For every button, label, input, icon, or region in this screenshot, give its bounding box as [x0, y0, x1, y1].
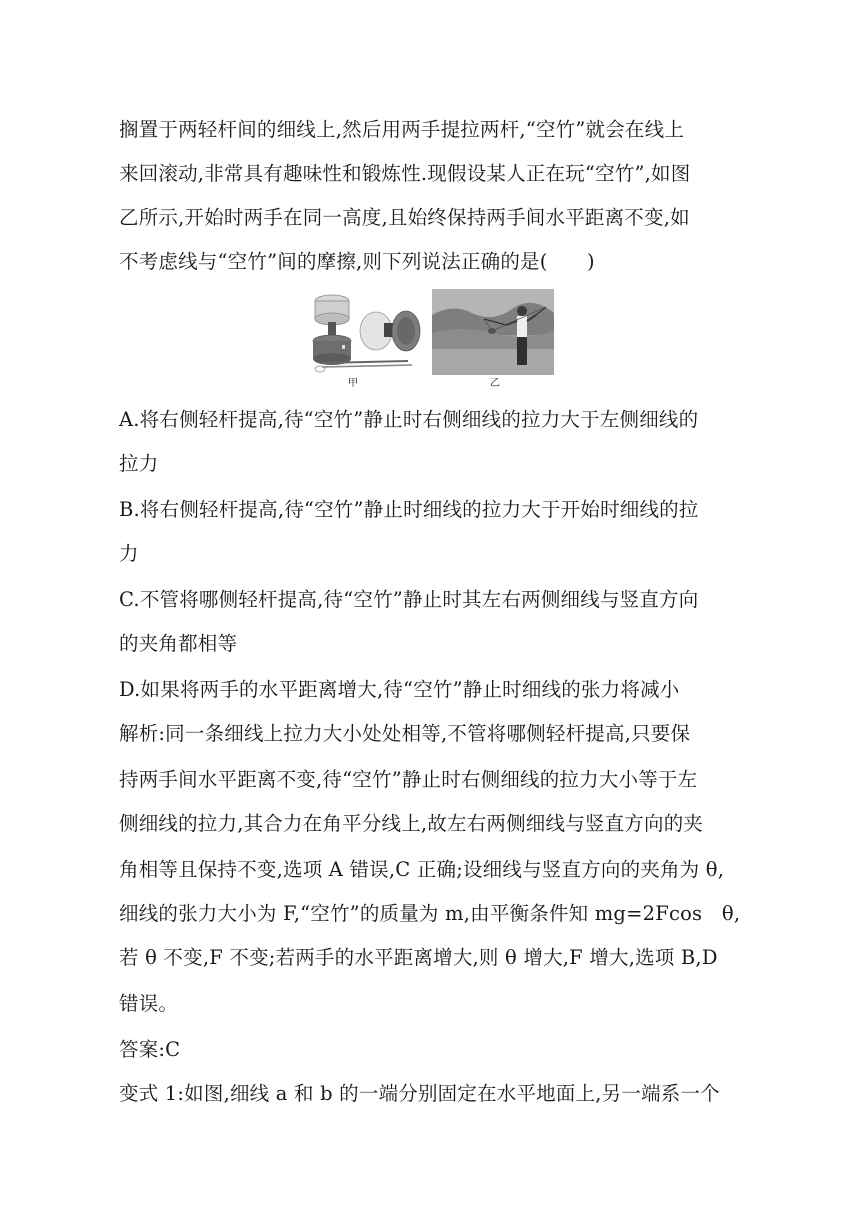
option-c-continued: 的夹角都相等	[119, 632, 238, 655]
option-c: C.不管将哪侧轻杆提高,待“空竹”静止时其左右两侧细线与竖直方向	[119, 588, 699, 611]
analysis-text: 角相等且保持不变,选项 A 错误,C 正确;设细线与竖直方向的夹角为 θ,	[119, 858, 725, 881]
analysis-text: 持两手间水平距离不变,待“空竹”静止时右侧细线的拉力大小等于左	[119, 768, 698, 791]
analysis-text: 错误。	[119, 992, 179, 1015]
text-line: 不考虑线与“空竹”间的摩擦,则下列说法正确的是( )	[119, 250, 595, 273]
option-a: A.将右侧轻杆提高,待“空竹”静止时右侧细线的拉力大于左侧细线的	[119, 408, 699, 431]
text-line: 来回滚动,非常具有趣味性和锻炼性.现假设某人正在玩“空竹”,如图	[119, 162, 691, 185]
diabolo-toy-image	[308, 289, 424, 375]
answer-line: 答案:C	[119, 1038, 181, 1061]
figure	[308, 289, 554, 389]
option-d: D.如果将两手的水平距离增大,待“空竹”静止时细线的张力将减小	[119, 678, 680, 701]
option-b: B.将右侧轻杆提高,待“空竹”静止时细线的拉力大于开始时细线的拉	[119, 498, 699, 521]
analysis-text: 侧细线的拉力,其合力在角平分线上,故左右两侧细线与竖直方向的夹	[119, 812, 704, 835]
option-b-continued: 力	[119, 542, 139, 565]
figure-caption-jia: 甲	[348, 378, 358, 389]
option-a-continued: 拉力	[119, 452, 159, 475]
analysis-text: 细线的张力大小为 F,“空竹”的质量为 m,由平衡条件知 mg=2Fcos θ,	[119, 902, 741, 925]
variant-1-text: 变式 1:如图,细线 a 和 b 的一端分别固定在水平地面上,另一端系一个	[119, 1082, 720, 1105]
analysis-text: 若 θ 不变,F 不变;若两手的水平距离增大,则 θ 增大,F 增大,选项 B,D	[119, 946, 718, 969]
person-playing-diabolo-photo	[432, 289, 554, 375]
figure-caption-yi: 乙	[490, 378, 500, 389]
text-line: 搁置于两轻杆间的细线上,然后用两手提拉两杆,“空竹”就会在线上	[119, 118, 685, 141]
analysis-text: 解析:同一条细线上拉力大小处处相等,不管将哪侧轻杆提高,只要保	[119, 722, 691, 745]
text-line: 乙所示,开始时两手在同一高度,且始终保持两手间水平距离不变,如	[119, 206, 690, 229]
